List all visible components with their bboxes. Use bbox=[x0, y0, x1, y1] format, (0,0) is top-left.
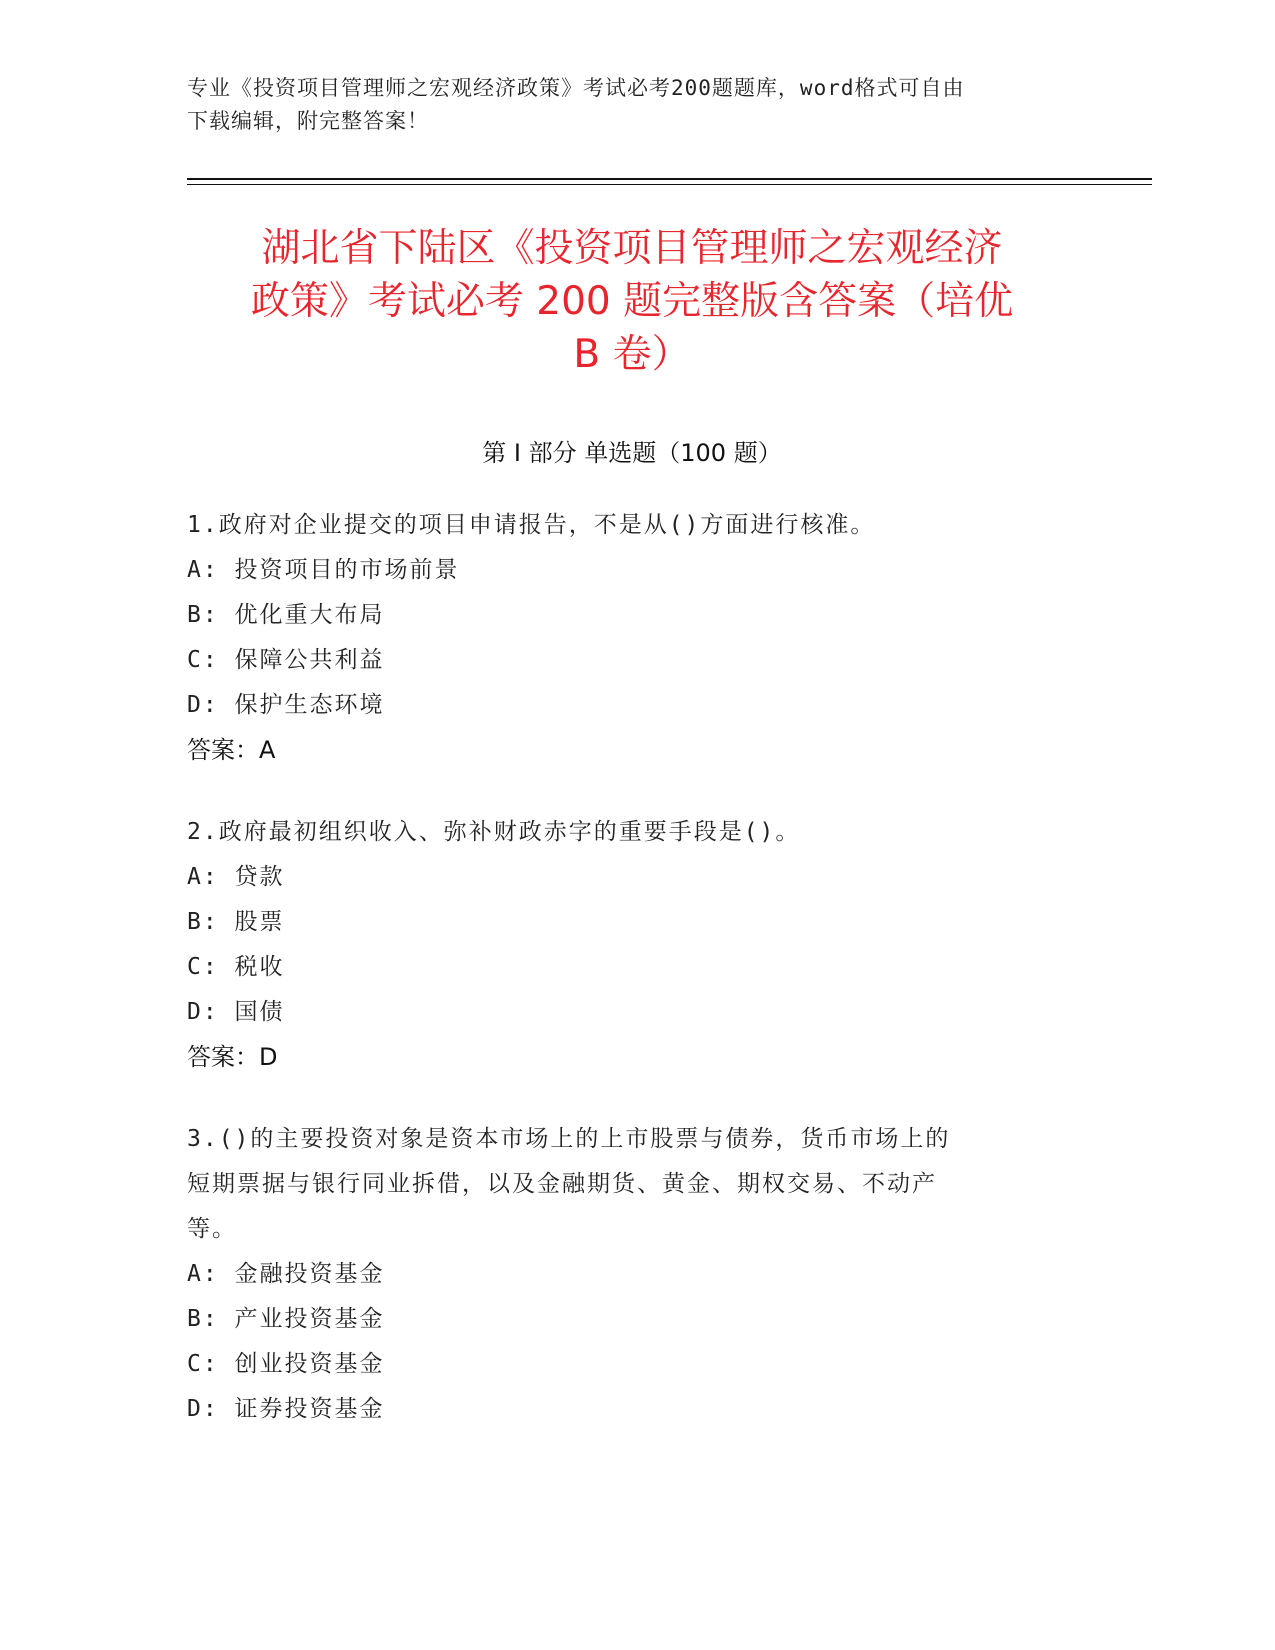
question-2 bbox=[187, 810, 1077, 1080]
answer-line: 答案：A bbox=[187, 736, 276, 764]
document-title bbox=[187, 222, 1077, 381]
header-rule-thick bbox=[187, 178, 1152, 180]
question-1 bbox=[187, 503, 1077, 773]
question-stem: 2.政府最初组织收入、弥补财政赤字的重要手段是()。 bbox=[187, 819, 801, 845]
title-line-2: 政策》考试必考 200 题完整版含答案（培优 bbox=[250, 279, 1014, 324]
question-3 bbox=[187, 1117, 1077, 1432]
title-line-3: B 卷） bbox=[573, 332, 691, 377]
question-stem-line-2: 短期票据与银行同业拆借，以及金融期货、黄金、期权交易、不动产 bbox=[187, 1171, 937, 1197]
option-c: C: 创业投资基金 bbox=[187, 1351, 385, 1377]
question-stem: 1.政府对企业提交的项目申请报告，不是从()方面进行核准。 bbox=[187, 512, 876, 538]
question-stem-line-3: 等。 bbox=[187, 1216, 237, 1242]
answer-line: 答案：D bbox=[187, 1043, 278, 1071]
option-c: C: 税收 bbox=[187, 954, 285, 980]
option-d: D: 证券投资基金 bbox=[187, 1396, 385, 1422]
header-note bbox=[187, 72, 1067, 138]
option-b: B: 产业投资基金 bbox=[187, 1306, 385, 1332]
header-rule-thin bbox=[187, 184, 1152, 185]
header-note-line-2: 下载编辑，附完整答案！ bbox=[187, 109, 429, 133]
option-a: A: 投资项目的市场前景 bbox=[187, 557, 460, 583]
option-a: A: 贷款 bbox=[187, 864, 285, 890]
option-b: B: 股票 bbox=[187, 909, 285, 935]
question-stem-line-1: 3.()的主要投资对象是资本市场上的上市股票与债券，货币市场上的 bbox=[187, 1126, 951, 1152]
option-a: A: 金融投资基金 bbox=[187, 1261, 385, 1287]
option-d: D: 国债 bbox=[187, 999, 285, 1025]
option-b: B: 优化重大布局 bbox=[187, 602, 385, 628]
option-c: C: 保障公共利益 bbox=[187, 647, 385, 673]
title-line-1: 湖北省下陆区《投资项目管理师之宏观经济 bbox=[261, 226, 1003, 271]
option-d: D: 保护生态环境 bbox=[187, 692, 385, 718]
section-heading: 第 I 部分 单选题（100 题） bbox=[482, 439, 782, 467]
header-note-line-1: 专业《投资项目管理师之宏观经济政策》考试必考200题题库，word格式可自由 bbox=[187, 76, 965, 100]
